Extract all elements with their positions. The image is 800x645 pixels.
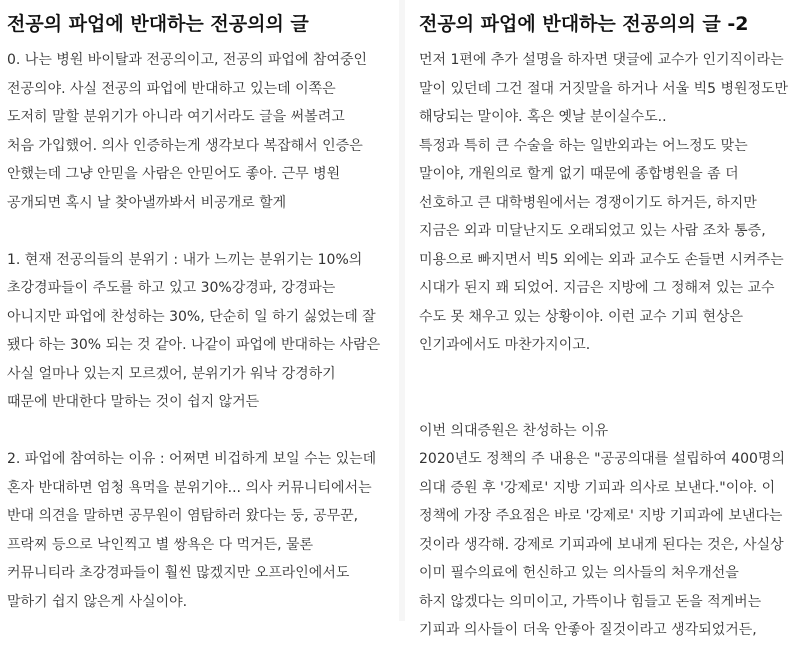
text-line: 이번 의대증원은 찬성하는 이유 — [419, 422, 609, 439]
text-line: 말이 있던데 그건 절대 거짓말을 하거나 서울 빅5 병원정도만 — [419, 80, 789, 97]
text-line: 것이라 생각해. 강제로 기피과에 보내게 된다는 것은, 사실상 — [419, 536, 784, 553]
text-line: 선호하고 큰 대학병원에서는 경쟁이기도 하거든, 하지만 — [419, 194, 757, 211]
text-line: 전공의야. 사실 전공의 파업에 반대하고 있는데 이쪽은 — [7, 80, 336, 97]
right-body — [419, 46, 797, 645]
text-line: 이미 필수의료에 헌신하고 있는 의사들의 처우개선을 — [419, 565, 739, 581]
text-line: 1. 현재 전공의들의 분위기 : 내가 느끼는 분위기는 10%의 — [7, 251, 363, 268]
text-line: 인기과에서도 마찬가지이고. — [419, 337, 591, 353]
blank-line — [419, 360, 797, 389]
text-line: 때문에 반대한다 말하는 것이 쉽지 않거든 — [7, 394, 260, 410]
text-line: 안했는데 그냥 안믿을 사람은 안믿어도 좋아. 근무 병원 — [7, 166, 341, 182]
text-line: 정책에 가장 주요점은 바로 '강제로' 지방 기피과에 보낸다는 — [419, 508, 783, 524]
blank-line — [419, 388, 797, 417]
text-line: 기피과 의사들이 더욱 안좋아 질것이라고 생각되었거든, — [419, 622, 757, 638]
text-line: 하지 않겠다는 의미이고, 가뜩이나 힘들고 돈을 적게버는 — [419, 593, 762, 610]
text-line: 혼자 반대하면 엄청 욕먹을 분위기야... 의사 커뮤니티에서는 — [7, 479, 372, 496]
text-line: 의대 증원 후 '강제로' 지방 기피과 의사로 보낸다."이야. 이 — [419, 479, 776, 496]
right-title: 전공의 파업에 반대하는 전공의의 글 -2 — [419, 13, 749, 35]
text-line: 초강경파들이 주도를 하고 있고 30%강경파, 강경파는 — [7, 280, 336, 296]
text-line: 프락찌 등으로 낙인찍고 별 쌍욕은 다 먹거든, 물론 — [7, 536, 314, 553]
text-line: 아니지만 파업에 찬성하는 30%, 단순히 일 하기 싫었는데 잘 — [7, 308, 376, 325]
left-body — [7, 46, 391, 616]
text-line: 말이야, 개원의로 할게 없기 때문에 종합병원을 좀 더 — [419, 166, 739, 182]
blank-line — [7, 217, 391, 246]
text-line: 0. 나는 병원 바이탈과 전공의이고, 전공의 파업에 참여중인 — [7, 52, 368, 68]
text-line: 먼저 1편에 추가 설명을 하자면 댓글에 교수가 인기직이라는 — [419, 52, 784, 68]
text-line: 말하기 쉽지 않은게 사실이야. — [7, 593, 188, 610]
text-line: 반대 의견을 말하면 공무원이 염탐하러 왔다는 둥, 공무꾼, — [7, 508, 359, 524]
text-line: 2. 파업에 참여하는 이유 : 어쩌면 비겁하게 보일 수는 있는데 — [7, 451, 377, 467]
text-line: 커뮤니티라 초강경파들이 훨씬 많겠지만 오프라인에서도 — [7, 565, 350, 581]
column-divider — [399, 0, 405, 621]
text-line: 됐다 하는 30% 되는 것 같아. 나같이 파업에 반대하는 사람은 — [7, 337, 381, 353]
left-title: 전공의 파업에 반대하는 전공의의 글 — [7, 13, 309, 35]
text-line: 특정과 특히 큰 수술을 하는 일반외과는 어느정도 맞는 — [419, 137, 748, 154]
blank-line — [7, 417, 391, 446]
text-line: 미용으로 빠지면서 빅5 외에는 외과 교수도 손들면 시켜주는 — [419, 251, 784, 268]
text-line: 공개되면 혹시 날 찾아낼까봐서 비공개로 할게 — [7, 194, 287, 211]
text-line: 사실 얼마나 있는지 모르겠어, 분위기가 워낙 강경하기 — [7, 365, 336, 382]
text-line: 수도 못 채우고 있는 상황이야. 이런 교수 기피 현상은 — [419, 308, 744, 325]
text-line: 처음 가입했어. 의사 인증하는게 생각보다 복잡해서 인증은 — [7, 137, 363, 154]
text-line: 도저히 말할 분위기가 아니라 여기서라도 글을 써볼려고 — [7, 109, 345, 125]
text-line: 시대가 된지 꽤 되었어. 지금은 지방에 그 정해져 있는 교수 — [419, 280, 775, 296]
text-line: 지금은 외과 미달난지도 오래되었고 있는 사람 조차 통증, — [419, 223, 766, 239]
text-line: 2020년도 정책의 주 내용은 "공공의대를 설립하여 400명의 — [419, 451, 785, 467]
text-line: 해당되는 말이야. 혹은 옛날 분이실수도.. — [419, 109, 667, 125]
